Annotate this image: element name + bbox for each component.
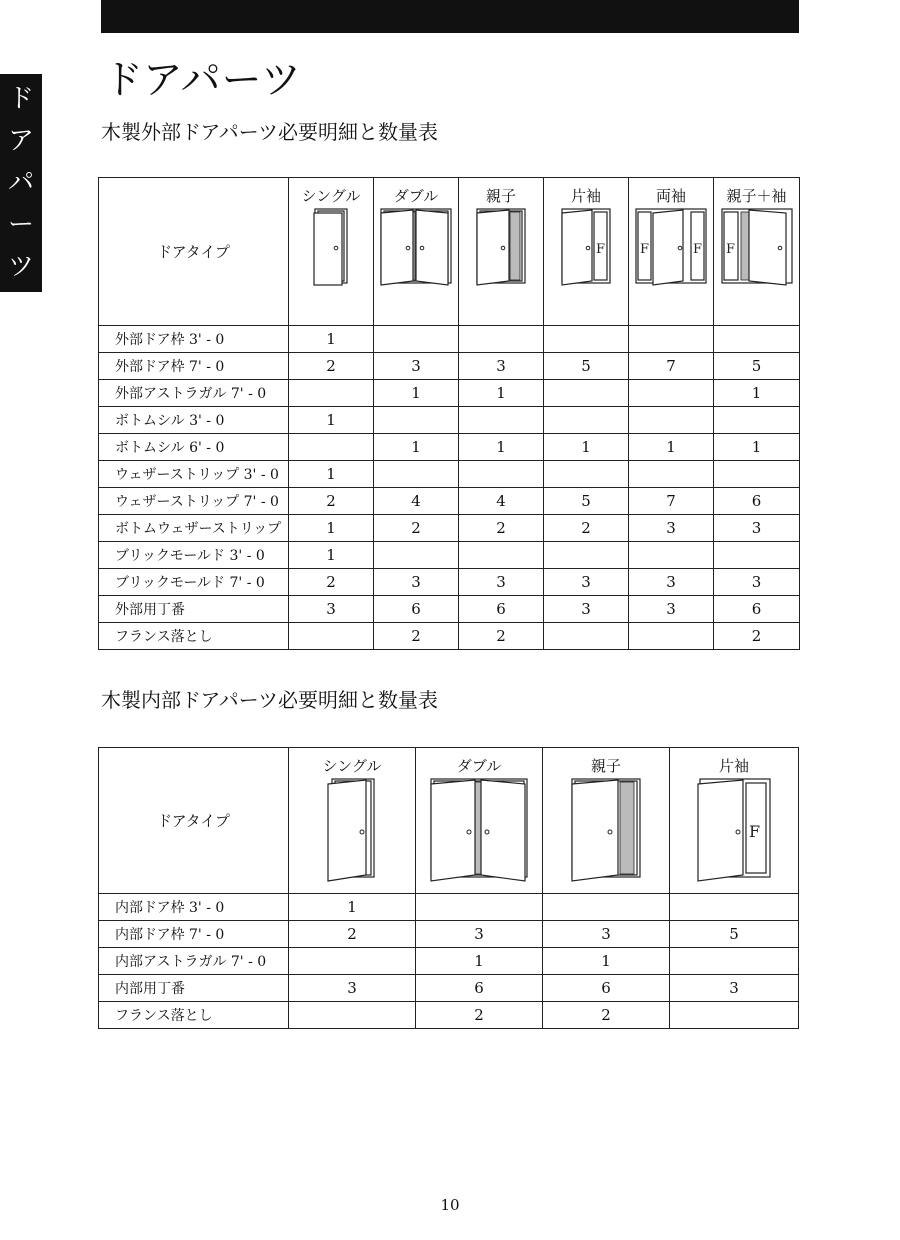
fixed-panel-label: F xyxy=(596,242,606,257)
single-door-icon xyxy=(311,207,351,287)
quantity-cell xyxy=(459,542,544,569)
quantity-cell: 1 xyxy=(374,434,459,461)
side-tab-char: ド xyxy=(7,84,34,114)
quantity-cell: 1 xyxy=(289,515,374,542)
quantity-cell: 4 xyxy=(459,488,544,515)
quantity-cell xyxy=(714,326,800,353)
quantity-cell: 1 xyxy=(714,380,800,407)
side-tab-char: ー xyxy=(7,210,34,240)
quantity-cell: 6 xyxy=(714,596,800,623)
quantity-cell xyxy=(544,380,629,407)
fixed-panel-label: F xyxy=(693,242,703,257)
column-label: 親子 xyxy=(485,187,516,205)
column-header xyxy=(289,748,416,894)
table-row xyxy=(99,380,800,407)
fixed-panel-label: F xyxy=(640,242,650,257)
quantity-cell: 3 xyxy=(289,596,374,623)
quantity-cell: 3 xyxy=(374,353,459,380)
quantity-cell: 3 xyxy=(629,596,714,623)
column-label: ダブル xyxy=(456,757,502,775)
door-type-header: ドアタイプ xyxy=(99,748,289,894)
quantity-cell xyxy=(459,461,544,488)
table-row xyxy=(99,434,800,461)
quantity-cell: 1 xyxy=(543,948,670,975)
table-row xyxy=(99,407,800,434)
side-tab-char: ア xyxy=(7,126,34,156)
quantity-cell xyxy=(629,380,714,407)
quantity-cell xyxy=(544,326,629,353)
one-sidelight-door-icon xyxy=(696,777,772,883)
table-row xyxy=(99,461,800,488)
table-row xyxy=(99,326,800,353)
double-door-icon xyxy=(379,207,453,287)
quantity-cell: 2 xyxy=(459,623,544,650)
interior-parts-table xyxy=(98,747,799,1029)
quantity-cell xyxy=(544,623,629,650)
side-tab-char: パ xyxy=(7,168,34,198)
quantity-cell: 3 xyxy=(374,569,459,596)
quantity-cell: 3 xyxy=(629,569,714,596)
quantity-cell: 6 xyxy=(543,975,670,1002)
quantity-cell: 4 xyxy=(374,488,459,515)
quantity-cell xyxy=(629,623,714,650)
quantity-cell: 1 xyxy=(459,434,544,461)
quantity-cell: 3 xyxy=(714,569,800,596)
quantity-cell: 3 xyxy=(544,569,629,596)
page-number: 10 xyxy=(440,1196,460,1214)
quantity-cell: 6 xyxy=(714,488,800,515)
column-label: シングル xyxy=(322,757,382,775)
column-label: 親子＋袖 xyxy=(726,187,787,205)
side-tab-char: ツ xyxy=(7,252,34,282)
parent-child-sidelight-door-icon xyxy=(720,207,794,287)
quantity-cell xyxy=(670,948,799,975)
parent-child-door-icon xyxy=(570,777,642,883)
table-row xyxy=(99,623,800,650)
quantity-cell: 1 xyxy=(544,434,629,461)
column-header xyxy=(289,178,374,326)
quantity-cell: 2 xyxy=(543,1002,670,1029)
row-label: 外部用丁番 xyxy=(99,596,289,623)
quantity-cell xyxy=(289,434,374,461)
quantity-cell: 2 xyxy=(459,515,544,542)
quantity-cell xyxy=(543,894,670,921)
column-header xyxy=(544,178,629,326)
quantity-cell xyxy=(289,623,374,650)
quantity-cell xyxy=(289,948,416,975)
column-label: 片袖 xyxy=(570,187,601,205)
quantity-cell: 5 xyxy=(544,353,629,380)
exterior-parts-table xyxy=(98,177,800,650)
quantity-cell: 7 xyxy=(629,488,714,515)
column-header xyxy=(459,178,544,326)
interior-section-title: 木製内部ドアパーツ必要明細と数量表 xyxy=(101,688,438,712)
column-header xyxy=(714,178,800,326)
row-label: 内部ドア枠 3' - 0 xyxy=(99,894,289,921)
table-header-row xyxy=(99,748,799,894)
table-row xyxy=(99,921,799,948)
quantity-cell xyxy=(714,461,800,488)
column-header xyxy=(670,748,799,894)
quantity-cell: 1 xyxy=(629,434,714,461)
quantity-cell: 3 xyxy=(459,353,544,380)
parent-child-door-icon xyxy=(475,207,527,287)
quantity-cell xyxy=(374,461,459,488)
column-header xyxy=(543,748,670,894)
one-sidelight-door-icon xyxy=(560,207,612,287)
side-index-tab xyxy=(0,74,42,292)
single-door-icon xyxy=(326,777,378,883)
quantity-cell: 1 xyxy=(714,434,800,461)
row-label: 外部ドア枠 7' - 0 xyxy=(99,353,289,380)
row-label: 外部ドア枠 3' - 0 xyxy=(99,326,289,353)
table-header-row xyxy=(99,178,800,326)
quantity-cell: 3 xyxy=(289,975,416,1002)
quantity-cell xyxy=(544,461,629,488)
quantity-cell: 2 xyxy=(289,921,416,948)
quantity-cell xyxy=(629,407,714,434)
quantity-cell: 5 xyxy=(714,353,800,380)
quantity-cell xyxy=(544,542,629,569)
quantity-cell: 2 xyxy=(714,623,800,650)
column-header xyxy=(629,178,714,326)
quantity-cell xyxy=(629,461,714,488)
table-row xyxy=(99,596,800,623)
table-row xyxy=(99,1002,799,1029)
quantity-cell: 3 xyxy=(416,921,543,948)
row-label: ウェザーストリップ 3' - 0 xyxy=(99,461,289,488)
fixed-panel-label: F xyxy=(725,242,735,257)
column-header xyxy=(416,748,543,894)
table-row xyxy=(99,542,800,569)
quantity-cell xyxy=(374,407,459,434)
fixed-panel-label: F xyxy=(749,822,761,841)
quantity-cell: 2 xyxy=(374,623,459,650)
quantity-cell: 3 xyxy=(629,515,714,542)
quantity-cell: 5 xyxy=(544,488,629,515)
row-label: 外部アストラガル 7' - 0 xyxy=(99,380,289,407)
row-label: 内部アストラガル 7' - 0 xyxy=(99,948,289,975)
quantity-cell xyxy=(289,1002,416,1029)
quantity-cell: 1 xyxy=(289,461,374,488)
quantity-cell: 1 xyxy=(416,948,543,975)
quantity-cell: 6 xyxy=(459,596,544,623)
quantity-cell: 1 xyxy=(289,326,374,353)
quantity-cell xyxy=(459,326,544,353)
row-label: フランス落とし xyxy=(99,1002,289,1029)
row-label: ボトムシル 6' - 0 xyxy=(99,434,289,461)
quantity-cell xyxy=(629,326,714,353)
table-row xyxy=(99,353,800,380)
quantity-cell: 3 xyxy=(543,921,670,948)
exterior-section-title: 木製外部ドアパーツ必要明細と数量表 xyxy=(101,120,438,144)
table-row xyxy=(99,488,800,515)
quantity-cell xyxy=(670,1002,799,1029)
quantity-cell xyxy=(629,542,714,569)
quantity-cell: 5 xyxy=(670,921,799,948)
column-label: ダブル xyxy=(393,187,439,205)
quantity-cell xyxy=(714,407,800,434)
column-header xyxy=(374,178,459,326)
page-title: ドアパーツ xyxy=(103,57,302,103)
quantity-cell: 3 xyxy=(544,596,629,623)
column-label: シングル xyxy=(301,187,361,205)
double-door-icon xyxy=(429,777,529,883)
column-label: 片袖 xyxy=(718,757,749,775)
table-row xyxy=(99,515,800,542)
quantity-cell xyxy=(544,407,629,434)
quantity-cell: 1 xyxy=(289,407,374,434)
quantity-cell xyxy=(670,894,799,921)
quantity-cell: 1 xyxy=(289,894,416,921)
row-label: ボトムウェザーストリップ xyxy=(99,515,289,542)
quantity-cell xyxy=(714,542,800,569)
table-row xyxy=(99,948,799,975)
quantity-cell: 3 xyxy=(459,569,544,596)
quantity-cell: 1 xyxy=(374,380,459,407)
table-row xyxy=(99,975,799,1002)
row-label: ブリックモールド 7' - 0 xyxy=(99,569,289,596)
column-label: 親子 xyxy=(590,757,621,775)
quantity-cell: 2 xyxy=(416,1002,543,1029)
quantity-cell: 6 xyxy=(374,596,459,623)
quantity-cell: 2 xyxy=(374,515,459,542)
quantity-cell: 2 xyxy=(289,353,374,380)
quantity-cell xyxy=(374,542,459,569)
quantity-cell: 1 xyxy=(459,380,544,407)
table-row xyxy=(99,894,799,921)
quantity-cell xyxy=(459,407,544,434)
row-label: ウェザーストリップ 7' - 0 xyxy=(99,488,289,515)
table-row xyxy=(99,569,800,596)
quantity-cell: 2 xyxy=(544,515,629,542)
quantity-cell: 3 xyxy=(714,515,800,542)
header-bar xyxy=(101,0,799,33)
quantity-cell: 2 xyxy=(289,569,374,596)
quantity-cell: 7 xyxy=(629,353,714,380)
two-sidelight-door-icon xyxy=(634,207,708,287)
quantity-cell: 1 xyxy=(289,542,374,569)
row-label: 内部ドア枠 7' - 0 xyxy=(99,921,289,948)
row-label: ブリックモールド 3' - 0 xyxy=(99,542,289,569)
quantity-cell xyxy=(374,326,459,353)
quantity-cell xyxy=(416,894,543,921)
row-label: 内部用丁番 xyxy=(99,975,289,1002)
quantity-cell: 3 xyxy=(670,975,799,1002)
quantity-cell xyxy=(289,380,374,407)
door-type-header: ドアタイプ xyxy=(99,178,289,326)
row-label: ボトムシル 3' - 0 xyxy=(99,407,289,434)
quantity-cell: 2 xyxy=(289,488,374,515)
column-label: 両袖 xyxy=(655,187,686,205)
quantity-cell: 6 xyxy=(416,975,543,1002)
row-label: フランス落とし xyxy=(99,623,289,650)
